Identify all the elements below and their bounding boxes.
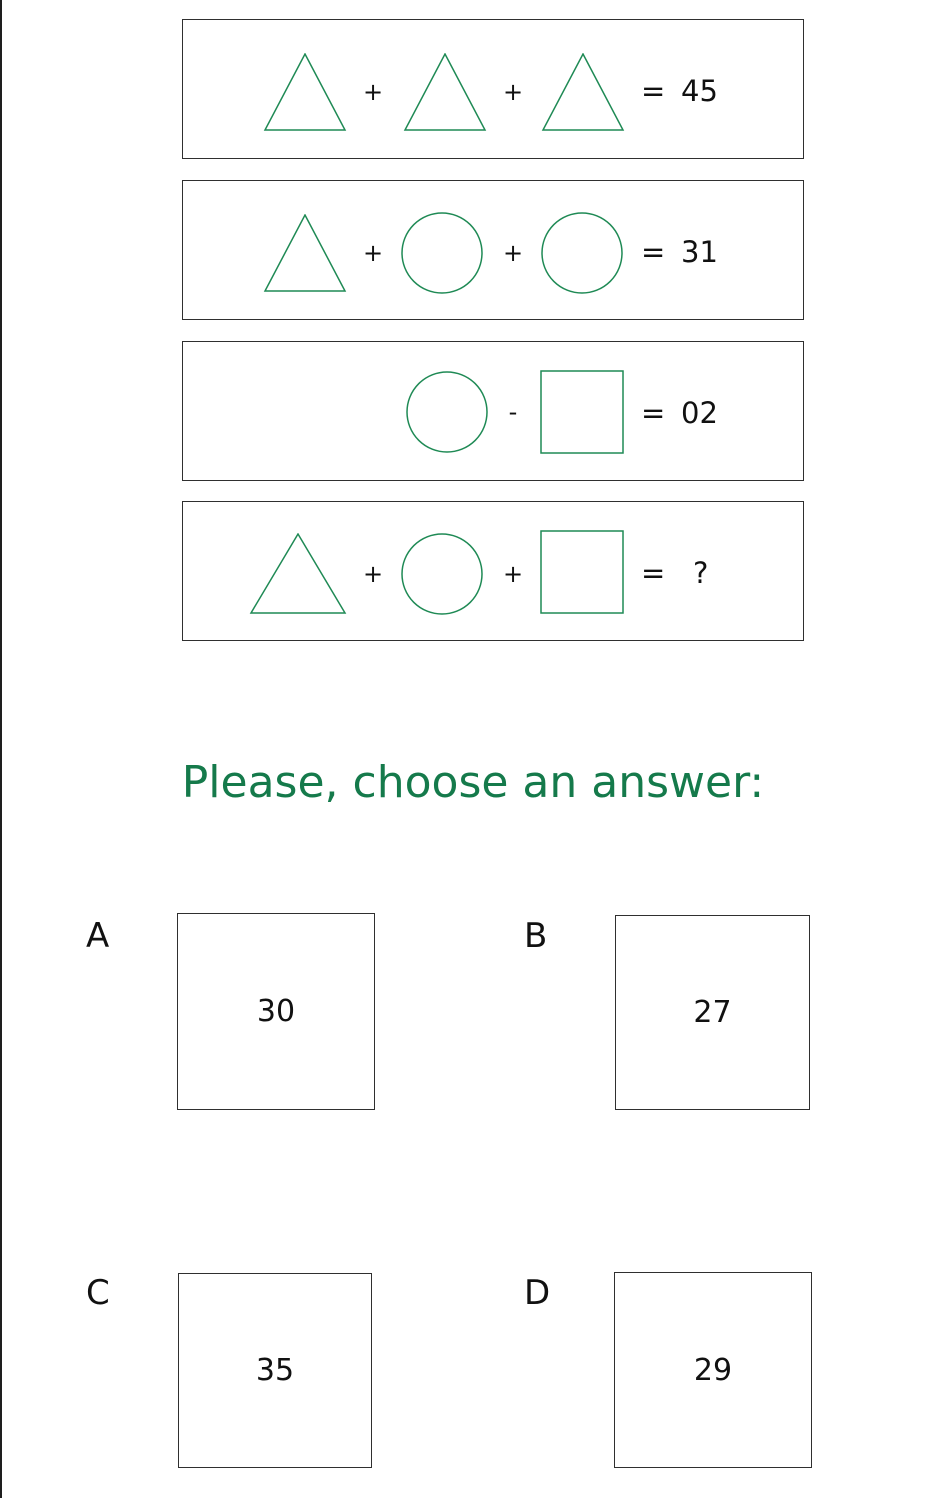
- circle-icon: [400, 532, 484, 616]
- unknown-result: ?: [693, 556, 709, 590]
- circle-icon: [405, 370, 489, 454]
- equation-box-2: [182, 180, 804, 320]
- option-b-value: 27: [693, 995, 732, 1030]
- triangle-icon: [263, 214, 347, 293]
- option-d-letter: D: [524, 1273, 551, 1313]
- equals-sign: =: [641, 556, 666, 590]
- triangle-icon: [249, 533, 347, 615]
- option-c-letter: C: [86, 1273, 110, 1313]
- option-a-value: 30: [256, 994, 296, 1029]
- equals-sign: =: [641, 396, 666, 430]
- equation-result: 31: [681, 235, 718, 269]
- plus-operator: +: [502, 239, 524, 267]
- equation-result: 45: [681, 74, 718, 108]
- triangle-icon: [541, 53, 625, 132]
- equals-sign: =: [641, 235, 666, 269]
- plus-operator: +: [362, 78, 384, 106]
- equation-box-4: [182, 501, 804, 641]
- option-b-button[interactable]: [615, 915, 810, 1110]
- option-c-button[interactable]: [178, 1273, 372, 1468]
- option-c-value: 35: [255, 1353, 295, 1388]
- left-border-line: [0, 0, 2, 1498]
- square-icon: [540, 370, 624, 454]
- triangle-icon: [263, 53, 347, 132]
- circle-icon: [400, 211, 484, 295]
- equation-result: 02: [681, 396, 718, 430]
- option-a-button[interactable]: [177, 913, 375, 1110]
- circle-icon: [540, 211, 624, 295]
- option-a-letter: A: [86, 916, 110, 956]
- plus-operator: +: [502, 78, 524, 106]
- equals-sign: =: [641, 74, 666, 108]
- triangle-icon: [403, 53, 487, 132]
- equation-box-1: [182, 19, 804, 159]
- plus-operator: +: [362, 239, 384, 267]
- option-d-value: 29: [693, 1352, 733, 1388]
- equation-box-3: [182, 341, 804, 481]
- option-b-letter: B: [524, 916, 548, 956]
- minus-operator: -: [508, 398, 518, 426]
- plus-operator: +: [362, 560, 384, 588]
- option-d-button[interactable]: [614, 1272, 812, 1468]
- plus-operator: +: [502, 560, 524, 588]
- square-icon: [540, 530, 624, 614]
- prompt-heading: Please, choose an answer:: [181, 757, 765, 808]
